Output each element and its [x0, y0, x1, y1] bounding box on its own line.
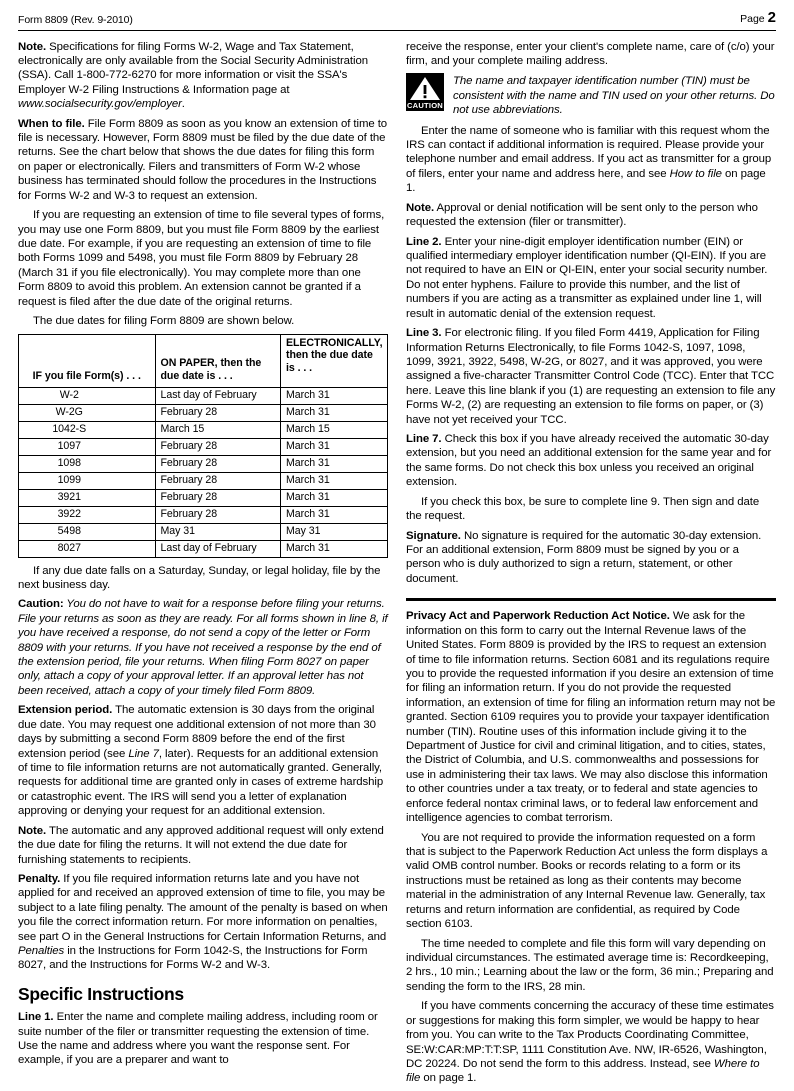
contact-paragraph: [406, 124, 776, 196]
line1-paragraph: [18, 1010, 388, 1068]
cell-paper-date: May 31: [155, 523, 280, 540]
note-specifications-paragraph: [18, 40, 388, 112]
cell-electronic-date: March 31: [280, 455, 387, 472]
note-automatic-lead: Note.: [18, 824, 47, 837]
cell-form: W-2G: [19, 404, 156, 421]
right-column: [406, 40, 776, 1091]
line1-body: Enter the name and complete mailing address, including room or suite number of the filer or transmitter requesting the extension of time. Use the name and address where you want the response sent. For example, if you are a preparer and want to: [18, 1011, 378, 1067]
caution-icon: [406, 73, 444, 111]
cell-electronic-date: May 31: [280, 523, 387, 540]
table-row: [19, 506, 388, 523]
table-header-electronically: ELECTRONICALLY, then the due date is . . .: [280, 334, 387, 387]
line7-body: Check this box if you have already received the automatic 30-day extension, but you need an additional extension for the same year and for the same forms. Do not check this box unless you received an original extension.: [406, 433, 772, 489]
page-label: Page: [740, 13, 765, 25]
extension-period-part2: , later). Requests for an additional extension of time to file information returns are not automatically granted. Generally, requests for additional time are granted only in cases of extreme hardship or catastrophic event. The IRS will send you a letter of explanation approving or denying your request for an additional extension.: [18, 747, 384, 818]
cell-electronic-date: March 31: [280, 489, 387, 506]
caution-callout-text: The name and taxpayer identification number (TIN) must be consistent with the name and TIN used on your other returns. Do not use abbreviations.: [453, 75, 775, 117]
line3-lead: Line 3.: [406, 327, 442, 340]
cell-paper-date: February 28: [155, 438, 280, 455]
table-row: [19, 472, 388, 489]
cell-form: W-2: [19, 387, 156, 404]
cell-electronic-date: March 31: [280, 438, 387, 455]
line7-lead: Line 7.: [406, 433, 442, 446]
note-specifications-end: .: [181, 98, 185, 111]
page-header: [18, 10, 776, 31]
penalties-reference: Penalties: [18, 945, 65, 958]
section-divider: [406, 598, 776, 601]
contact-part1: Enter the name of someone who is familiar with this request whom the IRS can contact if additional information is required. Please provide your telephone number and email address. If you act as transmitter for a group of filers, enter your name and address here, and see: [406, 124, 772, 180]
privacy-act-lead: Privacy Act and Paperwork Reduction Act Notice.: [406, 610, 670, 623]
cell-paper-date: Last day of February: [155, 540, 280, 557]
cell-paper-date: March 15: [155, 421, 280, 438]
note-specifications-lead: Note.: [18, 40, 47, 53]
extension-period-part1: The automatic extension is 30 days from the original due date. You may request one additional extension of not more than 30 days by submitting a second Form 8809 before the end of the first extension period (see: [18, 704, 376, 760]
line1-continued: receive the response, enter your client's complete name, care of (c/o) your firm, and your complete mailing address.: [406, 40, 775, 67]
holiday-note: If any due date falls on a Saturday, Sunday, or legal holiday, file by the next business day.: [18, 564, 381, 591]
table-row: [19, 387, 388, 404]
caution-body: You do not have to wait for a response before filing your returns. File your returns as soon as they are ready. For all forms shown in line 8, if you have received a response, do not send a copy of the letter or Form 8809 with your returns. If you have not received a response by the end of the extension period, file your returns. When filing Form 8027 on paper only, attach a copy of your approval letter. If an approval letter has not been received, attach a copy of your timely filed Form 8809.: [18, 598, 388, 697]
cell-electronic-date: March 31: [280, 387, 387, 404]
when-to-file-lead: When to file.: [18, 117, 85, 130]
caution-paragraph: [18, 597, 388, 698]
comments-paragraph: [406, 999, 776, 1086]
line3-body: For electronic filing. If you filed Form 4419, Application for Filing Information Returns Electronically, to file Forms 1042-S, 1097, 1098, 1099, 3921, 3922, 5498, W-2G, or 8027, and it was approved, you were assigned a five-character Transmitter Control Code (TCC). Enter that TCC here. Leave this line blank if you (1) are requesting an extension to file any Forms W-2, (2) are requesting an extension to file forms on paper, or (3) have not yet received your TCC.: [406, 327, 776, 426]
extension-period-paragraph: [18, 703, 388, 818]
several-types-paragraph: If you are requesting an extension of time to file several types of forms, you may use one Form 8809, but you must file Form 8809 by the earliest due date. For example, if you are requesting an extension of time to file both Forms 1099 and 5498, you must file Form 8809 by February 28 (March 31 if you file electronically). You may complete more than one Form 8809 to avoid this problem. An extension cannot be granted if a request is filed after the due date of the original returns.: [18, 209, 385, 308]
cell-form: 1097: [19, 438, 156, 455]
caution-callout: [406, 73, 776, 117]
note-automatic-paragraph: [18, 824, 388, 867]
table-row: [19, 421, 388, 438]
cell-electronic-date: March 31: [280, 506, 387, 523]
cell-form: 5498: [19, 523, 156, 540]
table-header-forms: IF you file Form(s) . . .: [19, 334, 156, 387]
table-header-row: [19, 334, 388, 387]
table-row: [19, 438, 388, 455]
comments-part1: If you have comments concerning the accuracy of these time estimates or suggestions for making this form simpler, we would be happy to hear from you. You can write to the Tax Products Coordinating Committee, SE:W:CAR:MP:T:T:SP, 1111 Constitution Ave. NW, IR-6526, Washington, DC 20224. Do not send the form to this address. Instead, see: [406, 1000, 774, 1070]
penalty-lead: Penalty.: [18, 872, 61, 885]
ssa-website-url: www.socialsecurity.gov/employer: [18, 98, 182, 111]
line7-followup: If you check this box, be sure to complete line 9. Then sign and date the request.: [406, 495, 760, 523]
cell-paper-date: February 28: [155, 472, 280, 489]
where-to-file-reference: Where to file: [406, 1057, 760, 1085]
contact-part2: on page 1.: [406, 167, 766, 195]
cell-form: 1042-S: [19, 421, 156, 438]
cell-electronic-date: March 15: [280, 421, 387, 438]
cell-form: 3922: [19, 506, 156, 523]
cell-form: 1098: [19, 455, 156, 472]
svg-text:CAUTION: CAUTION: [407, 101, 443, 111]
note-approval-body: Approval or denial notification will be sent only to the person who requested the extension (filer or transmitter).: [406, 201, 758, 229]
when-to-file-paragraph: [18, 117, 388, 204]
page-number: 2: [767, 9, 776, 26]
caution-lead: Caution:: [18, 598, 64, 611]
extension-period-lead: Extension period.: [18, 704, 113, 717]
page-number-group: [740, 10, 776, 27]
note-approval-paragraph: [406, 201, 776, 230]
left-column: [18, 40, 388, 1073]
line2-lead: Line 2.: [406, 235, 442, 248]
penalty-part1: If you file required information returns late and you have not applied for and received an approved extension of time to file, you may be subject to a late filing penalty. The amount of the penalty is based on when you file the correct information return. For more information on penalties, see part O in the General Instructions for Certain Information Returns, and: [18, 872, 388, 943]
table-header-on-paper: ON PAPER, then the due date is . . .: [155, 334, 280, 387]
cell-electronic-date: March 31: [280, 404, 387, 421]
line3-paragraph: [406, 326, 776, 427]
cell-form: 3921: [19, 489, 156, 506]
due-dates-intro: The due dates for filing Form 8809 are shown below.: [33, 315, 295, 328]
signature-lead: Signature.: [406, 529, 461, 542]
table-row: [19, 540, 388, 557]
cell-electronic-date: March 31: [280, 472, 387, 489]
cell-paper-date: February 28: [155, 506, 280, 523]
penalty-part2: in the Instructions for Form 1042-S, the Instructions for Form 8027, and the Instructions for Forms W-2 and W-3.: [18, 945, 368, 972]
table-row: [19, 404, 388, 421]
signature-body: No signature is required for the automatic 30-day extension. For an additional extension, Form 8809 must be signed by you or a person who is duly authorized to sign a return, statement, or other document.: [406, 529, 762, 585]
privacy-act-body: We ask for the information on this form to carry out the Internal Revenue laws of the United States. Form 8809 is provided by the IRS to request an extension of time to file information returns. Section 6081 and its regulations require you to provide the requested information if you desire an extension of time for filing an information return. If you do not provide the requested information, an extension of time for filing an information return may not be granted. Section 6109 requires you to provide your taxpayer identification number (TIN). Routine uses of this information include giving it to the Department of Justice for civil and criminal litigation, and to cities, states, the District of Columbia, and U.S. commonwealths and possessions for use in administering their tax laws. We may also disclose this information to other countries under a tax treaty, or to federal and state agencies to enforce federal nontax criminal laws, or to federal law enforcement and intelligence agencies to combat terrorism.: [406, 610, 776, 825]
table-row: [19, 489, 388, 506]
comments-part2: on page 1.: [420, 1072, 477, 1085]
line2-body: Enter your nine-digit employer identification number (EIN) or qualified intermediary employer identification number (QI-EIN). If you are not required to have an EIN or QI-EIN, enter your social security number. Do not enter hyphens. Failure to provide this number, and the list of numbers if you are acting as a transmitter as explained under line 1, will result in automatic denial of the extension request.: [406, 235, 768, 320]
line1-lead: Line 1.: [18, 1011, 54, 1024]
table-row: [19, 523, 388, 540]
due-dates-table-body: [19, 387, 388, 557]
how-to-file-reference: How to file: [669, 167, 722, 180]
specific-instructions-heading: Specific Instructions: [18, 983, 184, 1004]
line7-paragraph: [406, 432, 776, 490]
line7-reference: Line 7: [128, 747, 159, 760]
table-row: [19, 455, 388, 472]
two-column-body: [18, 40, 776, 1091]
paperwork-reduction-paragraph: You are not required to provide the information requested on a form that is subject to the Paperwork Reduction Act unless the form displays a valid OMB control number. Books or records relating to a form or its instructions must be retained as long as their contents may become material in the administration of any Internal Revenue law. Generally, tax returns and return information are confidential, as required by Code section 6103.: [406, 831, 768, 931]
note-specifications-body: Specifications for filing Forms W-2, Wage and Tax Statement, electronically are only available from the Social Security Administration (SSA). Call 1-800-772-6270 for more information or visit the SSA's Employer W-2 Filing Instructions & Information page at: [18, 40, 368, 96]
cell-paper-date: February 28: [155, 489, 280, 506]
cell-electronic-date: March 31: [280, 540, 387, 557]
due-dates-table: [18, 334, 388, 558]
privacy-act-paragraph: [406, 609, 776, 825]
penalty-paragraph: [18, 872, 388, 973]
cell-paper-date: February 28: [155, 455, 280, 472]
line2-paragraph: [406, 235, 776, 322]
cell-form: 8027: [19, 540, 156, 557]
time-needed-paragraph: The time needed to complete and file this form will vary depending on individual circumstances. The estimated average time is: Recordkeeping, 2 hrs., 10 min.; Learning about the law or the form, 36 min.; Preparing and sending the form to the IRS, 28 min.: [406, 937, 774, 993]
note-approval-lead: Note.: [406, 201, 435, 214]
cell-paper-date: February 28: [155, 404, 280, 421]
cell-paper-date: Last day of February: [155, 387, 280, 404]
when-to-file-body: File Form 8809 as soon as you know an extension of time to file is necessary. However, Form 8809 must be filed by the due date of the returns. See the chart below that shows the due dates for filing this form on paper or electronically. Filers and transmitters of Form W-2 whose business has terminated should follow the procedures in the Instructions for Forms W-2 and W-3 to request an extension.: [18, 117, 388, 202]
note-automatic-body: The automatic and any approved additional request will only extend the due date for filing the returns. It will not extend the due date for furnishing statements to recipients.: [18, 824, 384, 866]
signature-paragraph: [406, 529, 776, 587]
cell-form: 1099: [19, 472, 156, 489]
form-identifier: Form 8809 (Rev. 9-2010): [18, 13, 133, 26]
